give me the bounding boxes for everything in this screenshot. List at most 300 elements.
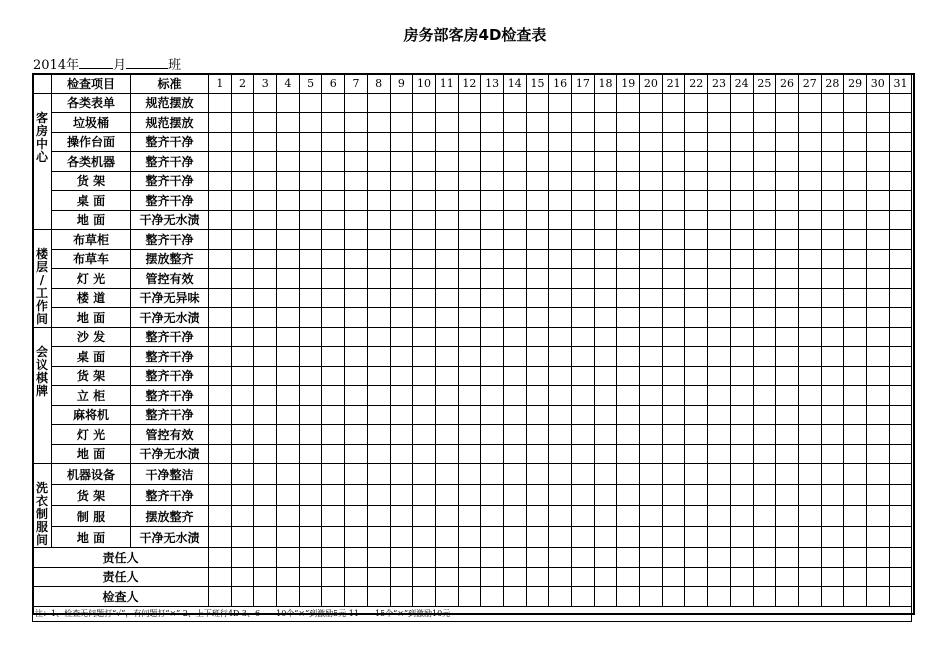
check-cell[interactable]	[549, 191, 572, 211]
check-cell[interactable]	[889, 506, 912, 527]
check-cell[interactable]	[572, 93, 595, 113]
check-cell[interactable]	[549, 230, 572, 250]
check-cell[interactable]	[549, 485, 572, 506]
check-cell[interactable]	[435, 210, 458, 230]
check-cell[interactable]	[367, 171, 390, 191]
check-cell[interactable]	[572, 171, 595, 191]
signature-cell[interactable]	[776, 587, 799, 607]
signature-cell[interactable]	[390, 567, 413, 587]
check-cell[interactable]	[798, 485, 821, 506]
check-cell[interactable]	[844, 230, 867, 250]
check-cell[interactable]	[299, 327, 322, 347]
check-cell[interactable]	[503, 249, 526, 269]
check-cell[interactable]	[662, 386, 685, 406]
signature-cell[interactable]	[889, 567, 912, 587]
check-cell[interactable]	[572, 485, 595, 506]
check-cell[interactable]	[254, 444, 277, 464]
check-cell[interactable]	[299, 152, 322, 172]
check-cell[interactable]	[798, 386, 821, 406]
check-cell[interactable]	[640, 347, 663, 367]
check-cell[interactable]	[572, 308, 595, 328]
check-cell[interactable]	[345, 132, 368, 152]
check-cell[interactable]	[231, 327, 254, 347]
check-cell[interactable]	[549, 464, 572, 485]
check-cell[interactable]	[776, 132, 799, 152]
check-cell[interactable]	[708, 269, 731, 289]
check-cell[interactable]	[594, 191, 617, 211]
check-cell[interactable]	[640, 327, 663, 347]
check-cell[interactable]	[526, 191, 549, 211]
check-cell[interactable]	[617, 425, 640, 445]
check-cell[interactable]	[345, 327, 368, 347]
check-cell[interactable]	[299, 347, 322, 367]
signature-cell[interactable]	[526, 548, 549, 568]
check-cell[interactable]	[753, 113, 776, 133]
check-cell[interactable]	[821, 327, 844, 347]
check-cell[interactable]	[526, 113, 549, 133]
signature-cell[interactable]	[844, 567, 867, 587]
check-cell[interactable]	[413, 527, 436, 548]
check-cell[interactable]	[231, 132, 254, 152]
check-cell[interactable]	[708, 527, 731, 548]
check-cell[interactable]	[481, 191, 504, 211]
signature-cell[interactable]	[753, 567, 776, 587]
check-cell[interactable]	[617, 444, 640, 464]
check-cell[interactable]	[821, 425, 844, 445]
check-cell[interactable]	[254, 405, 277, 425]
check-cell[interactable]	[413, 132, 436, 152]
check-cell[interactable]	[889, 347, 912, 367]
check-cell[interactable]	[254, 464, 277, 485]
check-cell[interactable]	[798, 464, 821, 485]
check-cell[interactable]	[844, 210, 867, 230]
check-cell[interactable]	[231, 249, 254, 269]
check-cell[interactable]	[866, 366, 889, 386]
check-cell[interactable]	[209, 347, 232, 367]
check-cell[interactable]	[844, 444, 867, 464]
check-cell[interactable]	[277, 93, 300, 113]
check-cell[interactable]	[685, 191, 708, 211]
check-cell[interactable]	[299, 113, 322, 133]
check-cell[interactable]	[526, 93, 549, 113]
check-cell[interactable]	[821, 444, 844, 464]
check-cell[interactable]	[821, 366, 844, 386]
check-cell[interactable]	[549, 527, 572, 548]
check-cell[interactable]	[776, 191, 799, 211]
check-cell[interactable]	[798, 269, 821, 289]
check-cell[interactable]	[640, 464, 663, 485]
check-cell[interactable]	[435, 113, 458, 133]
check-cell[interactable]	[594, 210, 617, 230]
check-cell[interactable]	[640, 152, 663, 172]
check-cell[interactable]	[753, 191, 776, 211]
check-cell[interactable]	[322, 425, 345, 445]
check-cell[interactable]	[617, 171, 640, 191]
check-cell[interactable]	[435, 366, 458, 386]
check-cell[interactable]	[435, 308, 458, 328]
check-cell[interactable]	[367, 444, 390, 464]
check-cell[interactable]	[299, 444, 322, 464]
signature-cell[interactable]	[367, 567, 390, 587]
check-cell[interactable]	[209, 405, 232, 425]
signature-cell[interactable]	[367, 548, 390, 568]
check-cell[interactable]	[685, 171, 708, 191]
check-cell[interactable]	[572, 347, 595, 367]
check-cell[interactable]	[776, 405, 799, 425]
check-cell[interactable]	[209, 327, 232, 347]
check-cell[interactable]	[640, 210, 663, 230]
check-cell[interactable]	[549, 425, 572, 445]
signature-cell[interactable]	[798, 587, 821, 607]
check-cell[interactable]	[549, 171, 572, 191]
check-cell[interactable]	[730, 366, 753, 386]
check-cell[interactable]	[254, 249, 277, 269]
check-cell[interactable]	[798, 249, 821, 269]
check-cell[interactable]	[503, 444, 526, 464]
check-cell[interactable]	[844, 132, 867, 152]
check-cell[interactable]	[844, 249, 867, 269]
check-cell[interactable]	[730, 347, 753, 367]
check-cell[interactable]	[322, 269, 345, 289]
check-cell[interactable]	[481, 327, 504, 347]
check-cell[interactable]	[640, 191, 663, 211]
signature-cell[interactable]	[390, 548, 413, 568]
check-cell[interactable]	[458, 249, 481, 269]
check-cell[interactable]	[844, 269, 867, 289]
check-cell[interactable]	[367, 308, 390, 328]
check-cell[interactable]	[866, 485, 889, 506]
check-cell[interactable]	[572, 113, 595, 133]
check-cell[interactable]	[594, 485, 617, 506]
check-cell[interactable]	[844, 347, 867, 367]
check-cell[interactable]	[708, 308, 731, 328]
check-cell[interactable]	[277, 405, 300, 425]
check-cell[interactable]	[390, 444, 413, 464]
check-cell[interactable]	[277, 191, 300, 211]
check-cell[interactable]	[390, 366, 413, 386]
signature-cell[interactable]	[345, 548, 368, 568]
check-cell[interactable]	[685, 113, 708, 133]
signature-cell[interactable]	[889, 587, 912, 607]
check-cell[interactable]	[458, 386, 481, 406]
check-cell[interactable]	[322, 288, 345, 308]
check-cell[interactable]	[798, 444, 821, 464]
check-cell[interactable]	[458, 485, 481, 506]
check-cell[interactable]	[866, 527, 889, 548]
check-cell[interactable]	[753, 269, 776, 289]
check-cell[interactable]	[299, 288, 322, 308]
check-cell[interactable]	[503, 113, 526, 133]
check-cell[interactable]	[231, 93, 254, 113]
check-cell[interactable]	[708, 425, 731, 445]
check-cell[interactable]	[662, 485, 685, 506]
check-cell[interactable]	[322, 230, 345, 250]
signature-cell[interactable]	[866, 587, 889, 607]
check-cell[interactable]	[821, 132, 844, 152]
check-cell[interactable]	[231, 444, 254, 464]
check-cell[interactable]	[254, 113, 277, 133]
check-cell[interactable]	[526, 386, 549, 406]
check-cell[interactable]	[617, 308, 640, 328]
signature-cell[interactable]	[209, 567, 232, 587]
check-cell[interactable]	[708, 93, 731, 113]
check-cell[interactable]	[753, 464, 776, 485]
check-cell[interactable]	[390, 288, 413, 308]
check-cell[interactable]	[367, 210, 390, 230]
check-cell[interactable]	[322, 327, 345, 347]
check-cell[interactable]	[889, 425, 912, 445]
check-cell[interactable]	[662, 366, 685, 386]
signature-cell[interactable]	[322, 548, 345, 568]
check-cell[interactable]	[640, 485, 663, 506]
check-cell[interactable]	[254, 386, 277, 406]
check-cell[interactable]	[254, 171, 277, 191]
check-cell[interactable]	[413, 506, 436, 527]
signature-cell[interactable]	[594, 587, 617, 607]
check-cell[interactable]	[390, 152, 413, 172]
signature-cell[interactable]	[640, 548, 663, 568]
signature-cell[interactable]	[277, 567, 300, 587]
check-cell[interactable]	[481, 464, 504, 485]
check-cell[interactable]	[254, 485, 277, 506]
check-cell[interactable]	[662, 191, 685, 211]
check-cell[interactable]	[481, 366, 504, 386]
check-cell[interactable]	[526, 230, 549, 250]
check-cell[interactable]	[277, 327, 300, 347]
check-cell[interactable]	[821, 93, 844, 113]
check-cell[interactable]	[685, 366, 708, 386]
signature-cell[interactable]	[526, 587, 549, 607]
check-cell[interactable]	[254, 93, 277, 113]
check-cell[interactable]	[481, 386, 504, 406]
check-cell[interactable]	[458, 191, 481, 211]
signature-cell[interactable]	[322, 587, 345, 607]
check-cell[interactable]	[390, 464, 413, 485]
check-cell[interactable]	[889, 210, 912, 230]
check-cell[interactable]	[889, 327, 912, 347]
signature-cell[interactable]	[866, 548, 889, 568]
check-cell[interactable]	[503, 230, 526, 250]
check-cell[interactable]	[844, 308, 867, 328]
check-cell[interactable]	[844, 93, 867, 113]
check-cell[interactable]	[685, 425, 708, 445]
check-cell[interactable]	[844, 527, 867, 548]
check-cell[interactable]	[503, 425, 526, 445]
check-cell[interactable]	[617, 527, 640, 548]
check-cell[interactable]	[730, 191, 753, 211]
check-cell[interactable]	[209, 485, 232, 506]
check-cell[interactable]	[367, 152, 390, 172]
check-cell[interactable]	[866, 132, 889, 152]
signature-cell[interactable]	[685, 548, 708, 568]
check-cell[interactable]	[889, 288, 912, 308]
check-cell[interactable]	[481, 308, 504, 328]
check-cell[interactable]	[254, 366, 277, 386]
check-cell[interactable]	[481, 347, 504, 367]
check-cell[interactable]	[866, 425, 889, 445]
check-cell[interactable]	[730, 485, 753, 506]
check-cell[interactable]	[209, 464, 232, 485]
check-cell[interactable]	[821, 249, 844, 269]
check-cell[interactable]	[685, 386, 708, 406]
check-cell[interactable]	[708, 191, 731, 211]
check-cell[interactable]	[322, 527, 345, 548]
check-cell[interactable]	[526, 132, 549, 152]
check-cell[interactable]	[617, 249, 640, 269]
check-cell[interactable]	[844, 113, 867, 133]
check-cell[interactable]	[685, 405, 708, 425]
check-cell[interactable]	[209, 425, 232, 445]
check-cell[interactable]	[549, 327, 572, 347]
check-cell[interactable]	[435, 152, 458, 172]
check-cell[interactable]	[526, 464, 549, 485]
check-cell[interactable]	[503, 152, 526, 172]
check-cell[interactable]	[844, 506, 867, 527]
check-cell[interactable]	[549, 405, 572, 425]
check-cell[interactable]	[390, 347, 413, 367]
check-cell[interactable]	[594, 527, 617, 548]
check-cell[interactable]	[277, 485, 300, 506]
check-cell[interactable]	[481, 506, 504, 527]
check-cell[interactable]	[299, 464, 322, 485]
check-cell[interactable]	[254, 506, 277, 527]
check-cell[interactable]	[345, 527, 368, 548]
check-cell[interactable]	[526, 527, 549, 548]
check-cell[interactable]	[481, 152, 504, 172]
check-cell[interactable]	[798, 230, 821, 250]
check-cell[interactable]	[708, 405, 731, 425]
check-cell[interactable]	[685, 210, 708, 230]
signature-cell[interactable]	[776, 548, 799, 568]
signature-cell[interactable]	[435, 567, 458, 587]
check-cell[interactable]	[640, 527, 663, 548]
signature-cell[interactable]	[481, 548, 504, 568]
check-cell[interactable]	[640, 230, 663, 250]
check-cell[interactable]	[390, 506, 413, 527]
check-cell[interactable]	[572, 366, 595, 386]
check-cell[interactable]	[730, 269, 753, 289]
check-cell[interactable]	[481, 171, 504, 191]
check-cell[interactable]	[708, 444, 731, 464]
check-cell[interactable]	[526, 347, 549, 367]
check-cell[interactable]	[753, 506, 776, 527]
check-cell[interactable]	[821, 386, 844, 406]
check-cell[interactable]	[481, 527, 504, 548]
check-cell[interactable]	[413, 230, 436, 250]
check-cell[interactable]	[345, 191, 368, 211]
check-cell[interactable]	[322, 249, 345, 269]
check-cell[interactable]	[458, 308, 481, 328]
check-cell[interactable]	[662, 527, 685, 548]
check-cell[interactable]	[231, 386, 254, 406]
check-cell[interactable]	[413, 152, 436, 172]
check-cell[interactable]	[481, 288, 504, 308]
signature-cell[interactable]	[435, 548, 458, 568]
check-cell[interactable]	[413, 386, 436, 406]
check-cell[interactable]	[730, 464, 753, 485]
check-cell[interactable]	[866, 347, 889, 367]
check-cell[interactable]	[458, 230, 481, 250]
check-cell[interactable]	[594, 249, 617, 269]
check-cell[interactable]	[231, 230, 254, 250]
check-cell[interactable]	[254, 210, 277, 230]
check-cell[interactable]	[753, 230, 776, 250]
check-cell[interactable]	[526, 269, 549, 289]
signature-cell[interactable]	[367, 587, 390, 607]
check-cell[interactable]	[640, 444, 663, 464]
check-cell[interactable]	[866, 288, 889, 308]
check-cell[interactable]	[662, 405, 685, 425]
check-cell[interactable]	[345, 210, 368, 230]
check-cell[interactable]	[390, 527, 413, 548]
check-cell[interactable]	[503, 405, 526, 425]
check-cell[interactable]	[798, 405, 821, 425]
signature-cell[interactable]	[209, 548, 232, 568]
check-cell[interactable]	[458, 288, 481, 308]
check-cell[interactable]	[231, 191, 254, 211]
check-cell[interactable]	[640, 171, 663, 191]
check-cell[interactable]	[458, 132, 481, 152]
check-cell[interactable]	[776, 210, 799, 230]
signature-cell[interactable]	[889, 548, 912, 568]
check-cell[interactable]	[753, 405, 776, 425]
check-cell[interactable]	[458, 347, 481, 367]
check-cell[interactable]	[730, 171, 753, 191]
check-cell[interactable]	[481, 269, 504, 289]
check-cell[interactable]	[231, 366, 254, 386]
check-cell[interactable]	[390, 249, 413, 269]
check-cell[interactable]	[413, 308, 436, 328]
signature-cell[interactable]	[662, 567, 685, 587]
check-cell[interactable]	[413, 485, 436, 506]
check-cell[interactable]	[458, 327, 481, 347]
signature-cell[interactable]	[299, 548, 322, 568]
check-cell[interactable]	[549, 132, 572, 152]
check-cell[interactable]	[662, 230, 685, 250]
check-cell[interactable]	[299, 506, 322, 527]
check-cell[interactable]	[526, 308, 549, 328]
check-cell[interactable]	[866, 327, 889, 347]
check-cell[interactable]	[503, 485, 526, 506]
check-cell[interactable]	[866, 191, 889, 211]
month-blank[interactable]	[79, 56, 113, 69]
signature-cell[interactable]	[572, 567, 595, 587]
check-cell[interactable]	[776, 288, 799, 308]
check-cell[interactable]	[526, 485, 549, 506]
check-cell[interactable]	[277, 386, 300, 406]
check-cell[interactable]	[413, 444, 436, 464]
check-cell[interactable]	[730, 405, 753, 425]
check-cell[interactable]	[572, 386, 595, 406]
check-cell[interactable]	[798, 308, 821, 328]
check-cell[interactable]	[594, 113, 617, 133]
check-cell[interactable]	[866, 444, 889, 464]
check-cell[interactable]	[821, 527, 844, 548]
check-cell[interactable]	[435, 425, 458, 445]
check-cell[interactable]	[390, 210, 413, 230]
check-cell[interactable]	[821, 269, 844, 289]
check-cell[interactable]	[730, 93, 753, 113]
check-cell[interactable]	[390, 485, 413, 506]
check-cell[interactable]	[209, 113, 232, 133]
check-cell[interactable]	[299, 269, 322, 289]
check-cell[interactable]	[753, 93, 776, 113]
check-cell[interactable]	[413, 191, 436, 211]
check-cell[interactable]	[662, 347, 685, 367]
check-cell[interactable]	[503, 288, 526, 308]
signature-cell[interactable]	[662, 548, 685, 568]
check-cell[interactable]	[254, 230, 277, 250]
